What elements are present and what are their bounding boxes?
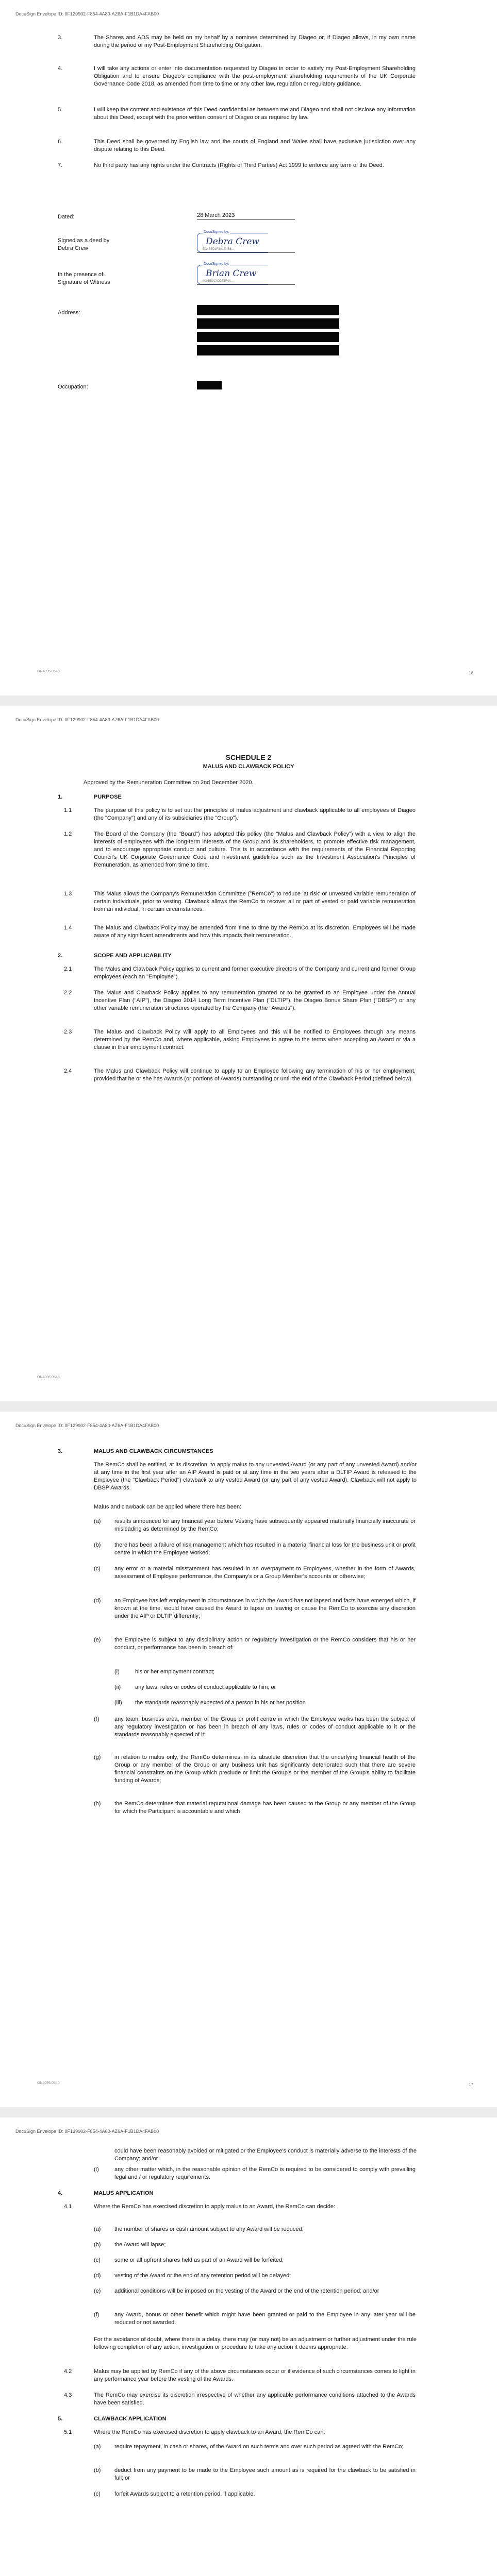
item-text: some or all upfront shares held as part of an Award will be forfeited; [114,2257,284,2263]
clause-number: 4.2 [64,2368,72,2375]
clause-text: The Malus and Clawback Policy may be amended from time to time by the RemCo at its discretion. Employees will be made aware of any significant amendments and how this impacts their remuneration. [94,925,416,939]
witness-label-line-2: Signature of Witness [58,279,110,285]
section-number: 1. [58,794,63,800]
document-reference: ON4095 0540 [37,1376,60,1379]
item-marker: (d) [94,1598,101,1604]
clause-text: The RemCo may exercise its discretion irrespective of whether any applicable performance conditions attached to the Awards have been satisfied. [94,2392,416,2406]
clawback-option-c [94,2490,419,2498]
item-text: require repayment, in cash or shares, of the Award on such terms and over such period as agreed with the RemCo; [114,2444,404,2450]
clause-text: No third party has any rights under the Contracts (Rights of Third Parties) Act 1999 to enforce any term of the Deed. [94,162,384,168]
page-number: 17 [469,2082,473,2087]
clause-5-1 [38,2429,461,2436]
circumstance-h [94,1800,419,1816]
signature-id: 60A5B3C4D2E1F4A... [203,280,234,283]
docusign-envelope-id: DocuSign Envelope ID: 0F129902-F854-4A80-AZ6A-F1B1DA4FAB00 [15,2129,159,2134]
document-page-2 [0,706,497,1401]
witness-label [58,271,110,286]
item-marker: (iii) [114,1700,122,1706]
malus-option-a [94,2226,419,2233]
clause-number: 6. [58,139,63,145]
section-3-intro: The RemCo shall be entitled, at its discretion, to apply malus to any unvested Award (or any part of any unvested Award) and/or at any time in the first year after an AIP Award is paid or at any time in the two years after a DLTIP Award is released to the Employee (the "Clawback Period") clawback to any vested Award (or any part of any vested Award). Clawback will not apply to DBSP Awards. [94,1462,417,1491]
item-marker: (i) [114,1669,120,1675]
section-number: 3. [58,1448,63,1454]
clause-text: The Shares and ADS may be held on my behalf by a nominee determined by Diageo or, if Diageo allows, in my own name during the period of my Post-Employment Shareholding Obligation. [94,35,416,48]
item-text: there has been a failure of risk management which has resulted in a material financial loss for the business unit or profit centre in which the Employee worked; [114,1542,416,1556]
item-text: any Award, bonus or other benefit which might have been granted or paid to the Employee in any later year will be reduced or not awarded. [114,2312,416,2326]
docusign-caption: DocuSigned by: [204,262,229,266]
circumstance-c [94,1565,419,1581]
clause-number: 4.3 [64,2392,72,2398]
clause-text: Where the RemCo has exercised discretion to apply malus to an Award, the RemCo can decide: [94,2204,336,2210]
clause-text: The Malus and Clawback Policy will apply to all Employees and this will be notified to Employees through any means determined by the RemCo and, where applicable, asking Employees to agree to the terms when accepting an Award or via a clause in their employment contract. [94,1029,416,1050]
item-text: in relation to malus only, the RemCo determines, in its absolute discretion that the underlying financial health of the Group or any member of the Group or any business unit has significantly deteriorated such that there are severe financial constraints on the Group which preclude or limit the Group's or the member of the Group's ability to facilitate funding of Awards; [114,1754,416,1784]
clause-number: 4.1 [64,2204,72,2210]
item-marker: (c) [94,1566,101,1572]
item-text: any error or a material misstatement has resulted in an overpayment to Employees, whether in the form of Awards, assessment of Employee performance, the Company's or a Group Member's accounts or otherwise; [114,1566,416,1580]
signed-label-line-2: Debra Crew [58,245,88,251]
clause-4-2 [38,2368,461,2383]
approval-line: Approved by the Remuneration Committee on 2nd December 2020. [84,779,254,786]
item-marker: (b) [94,1542,101,1548]
document-reference: ON4095 0540 [37,670,60,673]
clause-2-1 [38,965,461,981]
clause-number: 5. [58,107,63,113]
document-reference: ON4095 0540 [37,2081,60,2085]
witness-signature [197,262,268,284]
malus-option-f [94,2311,419,2327]
item-text: any laws, rules or codes of conduct applicable to him; or [135,1684,276,1690]
item-text: any team, business area, member of the Group or profit centre in which the Employee works has been the subject of any regulatory investigation or has been in breach of any laws, rules or codes of conduct applicable to it or the standards reasonably expected of it; [114,1716,416,1738]
clause-2-2 [38,989,461,1012]
item-marker: (a) [94,1518,101,1524]
signature-image: Brian Crew [206,268,257,279]
circumstance-d [94,1597,419,1620]
clause-number: 1.3 [64,891,72,897]
docusign-envelope-id: DocuSign Envelope ID: 0F129902-F854-4A80-AZ6A-F1B1DA4FAB00 [15,717,159,722]
circumstance-e-ii [114,1684,419,1691]
item-text: his or her employment contract; [135,1669,215,1675]
section-title: MALUS AND CLAWBACK CIRCUMSTANCES [94,1448,213,1454]
redacted-address-line-3 [197,332,339,342]
signature-id: EC4B7D1F3A1E4B6... [203,248,234,251]
item-marker: (ii) [114,1684,121,1690]
item-text: the Employee is subject to any disciplinary action or regulatory investigation or the RemCo considers that his or her conduct, or performance has been in breach of: [114,1637,416,1651]
clause-text: I will keep the content and existence of this Deed confidential as between me and Diageo and shall not disclose any information about this Deed, except with the prior written consent of Diageo or as required by law. [94,107,416,121]
item-marker: (b) [94,2467,101,2473]
malus-option-e [94,2287,419,2295]
item-marker: (a) [94,2444,101,2450]
clause-number: 1.2 [64,831,72,837]
item-text: the RemCo determines that material reputational damage has been caused to the Group or any member of the Group for which the Participant is accountable and which [114,1801,416,1815]
witness-line [197,284,295,285]
clause-1-1 [38,807,461,822]
item-marker: (b) [94,2242,101,2248]
signed-label-line-1: Signed as a deed by [58,238,110,244]
item-text: the Award will lapse; [114,2242,166,2248]
section-3-lead: Malus and clawback can be applied where there has been: [94,1504,242,1510]
item-text: deduct from any payment to be made to the Employee such amount as is required for the clawback to be satisfied in full; or [114,2467,416,2481]
document-page-3 [0,1412,497,2107]
item-text: results announced for any financial year before Vesting have subsequently appeared materially financially inaccurate or misleading as determined by the RemCo; [114,1518,416,1532]
item-marker: (d) [94,2273,101,2279]
clause-number: 1.4 [64,925,72,931]
item-marker: (a) [94,2226,101,2232]
item-text: the number of shares or cash amount subject to any Award will be reduced; [114,2226,304,2232]
clause-1-4 [38,924,461,940]
document-page-1 [0,0,497,696]
circumstance-i [94,2166,419,2181]
clause-1-3 [38,890,461,913]
item-marker: (g) [94,1754,101,1760]
avoidance-of-doubt: For the avoidance of doubt, where there is a delay, there may (or may not) be an adjustment or further adjustment under the rule following completion of any action, investigation or procedure to take any action it deems appropriate. [94,2336,417,2350]
clause-text: The Malus and Clawback Policy will continue to apply to an Employee following any termination of his or her employment, provided that he or she has Awards (or portions of Awards) outstanding or until the end of the Clawback Period (defined below). [94,1068,416,1082]
clause-text: I will take any actions or enter into documentation requested by Diageo in order to satisfy my Post-Employment Shareholding Obligation and to ensure Diageo's compliance with the post-employment shareholding requirements of the UK Corporate Governance Code 2018, as amended from time to time or any other law, regulation or regulatory guidance. [94,65,416,87]
deed-clause-3 [38,34,461,49]
item-text: additional conditions will be imposed on the vesting of the Award or the end of the retention period; and/or [114,2288,379,2294]
item-text: an Employee has left employment in circumstances in which the Award has not lapsed and facts have emerged which, if known at the time, would have caused the Award to lapse on leaving or cause the RemCo to exercise any discretion under the AIP or DLTIP differently; [114,1598,416,1619]
clause-number: 2.2 [64,990,72,996]
clause-number: 1.1 [64,807,72,814]
section-number: 5. [58,2416,63,2422]
section-title: MALUS APPLICATION [94,2190,154,2196]
item-marker: (i) [94,2166,99,2173]
occupation-label: Occupation: [58,384,88,390]
item-text: forfeit Awards subject to a retention period, if applicable. [114,2491,255,2497]
clause-number: 2.3 [64,1029,72,1035]
circumstance-e-i [114,1668,419,1676]
dated-value: 28 March 2023 [197,212,235,218]
signature-image: Debra Crew [206,236,259,247]
clause-number: 5.1 [64,2429,72,2435]
clause-text: Where the RemCo has exercised discretion to apply clawback to an Award, the RemCo can: [94,2429,325,2435]
circumstance-e [94,1636,419,1652]
section-title: PURPOSE [94,794,122,800]
document-page-4 [0,2117,497,2576]
signer-signature [197,230,268,252]
clause-text: This Malus allows the Company's Remuneration Committee ("RemCo") to reduce 'at risk' or unvested variable remuneration of certain individuals, prior to vesting. Clawback allows the RemCo to recover all or part of vested or paid variable remuneration from an individual, in certain circumstances. [94,891,416,912]
page-number: 16 [469,671,473,675]
circumstance-a [94,1518,419,1533]
witness-label-line-1: In the presence of: [58,272,105,278]
malus-option-c [94,2257,419,2264]
section-number: 4. [58,2190,63,2196]
item-marker: (e) [94,1637,101,1643]
malus-option-d [94,2272,419,2280]
docusign-caption: DocuSigned by: [204,230,229,234]
clause-number: 7. [58,162,63,168]
docusign-envelope-id: DocuSign Envelope ID: 0F129902-F854-4A80-AZ6A-F1B1DA4FAB00 [15,11,159,16]
clause-text: The purpose of this policy is to set out the principles of malus adjustment and clawback applicable to all employees of Diageo (the "Company") and any of its subsidiaries (the "Group"). [94,807,416,821]
deed-clause-7 [38,162,461,170]
clause-text: This Deed shall be governed by English law and the courts of England and Wales shall have exclusive jurisdiction over any dispute relating to this Deed. [94,139,416,152]
policy-title: MALUS AND CLAWBACK POLICY [203,764,294,770]
deed-clause-6 [38,138,461,154]
item-marker: (f) [94,2312,100,2318]
clause-1-2 [38,831,461,869]
signer-line [197,252,295,253]
malus-option-b [94,2241,419,2249]
item-marker: (h) [94,1801,101,1807]
redacted-address-line-1 [197,305,339,315]
item-text: vesting of the Award or the end of any retention period will be delayed; [114,2273,291,2279]
item-marker: (e) [94,2288,101,2294]
clause-text: The Malus and Clawback Policy applies to current and former executive directors of the Company and current and former Group employees (each an "Employee"). [94,966,416,980]
docusign-envelope-id: DocuSign Envelope ID: 0F129902-F854-4A80-AZ6A-F1B1DA4FAB00 [15,1423,159,1428]
item-marker: (f) [94,1716,100,1722]
clause-number: 2.1 [64,966,72,972]
deed-clause-5 [38,106,461,122]
circumstance-h-continued: could have been reasonably avoided or mitigated or the Employee's conduct is materially adverse to the interests of the Company; and/or [114,2148,417,2162]
clawback-option-a [94,2443,419,2451]
circumstance-f [94,1716,419,1739]
redacted-address-line-4 [197,345,339,355]
clause-text: The Board of the Company (the "Board") has adopted this policy (the "Malus and Clawback Policy") with a view to align the interests of employees with the long-term interests of the Group and its shareholders, to promote effective risk management, and to encourage appropriate conduct and culture. This is in accordance with the requirements of the Financial Reporting Council's UK Corporate Governance Code and investment guidelines such as the Investment Association's Principles of Remuneration, as amended from time to time. [94,831,416,868]
address-label: Address: [58,310,80,316]
clause-2-4 [38,1067,461,1083]
signed-as-deed-label [58,237,109,252]
item-marker: (c) [94,2491,101,2497]
clause-number: 4. [58,65,63,72]
clause-2-3 [38,1028,461,1052]
clause-text: Malus may be applied by RemCo if any of the above circumstances occur or if evidence of such circumstances comes to light in any performance year before the vesting of the Awards. [94,2368,416,2382]
item-marker: (c) [94,2257,101,2263]
circumstance-b [94,1541,419,1557]
clause-4-3 [38,2392,461,2407]
item-text: the standards reasonably expected of a person in his or her position [135,1700,306,1706]
clause-number: 2.4 [64,1068,72,1074]
circumstance-g [94,1754,419,1785]
clause-number: 3. [58,35,63,41]
clause-4-1 [38,2203,461,2211]
dated-line [197,212,295,220]
section-title: SCOPE AND APPLICABILITY [94,953,172,959]
dated-label: Dated: [58,214,75,220]
item-text: any other matter which, in the reasonable opinion of the RemCo is required to be considered to comply with prevailing legal and / or regulatory requirements. [114,2166,416,2180]
section-title: CLAWBACK APPLICATION [94,2416,167,2422]
redacted-address-line-2 [197,318,339,329]
clause-text: The Malus and Clawback Policy applies to any remuneration granted or to be granted to an Employee under the Annual Incentive Plan ("AIP"), the Diageo 2014 Long Term Incentive Plan ("DLTIP"), the Diageo Bonus Share Plan ("DBSP") or any other variable remuneration structures operated by the Company (the "Awards"). [94,990,416,1011]
section-number: 2. [58,953,63,959]
deed-clause-4 [38,65,461,88]
circumstance-e-iii [114,1699,419,1707]
schedule-title: SCHEDULE 2 [225,753,272,761]
redacted-occupation [197,381,222,389]
clawback-option-b [94,2467,419,2482]
